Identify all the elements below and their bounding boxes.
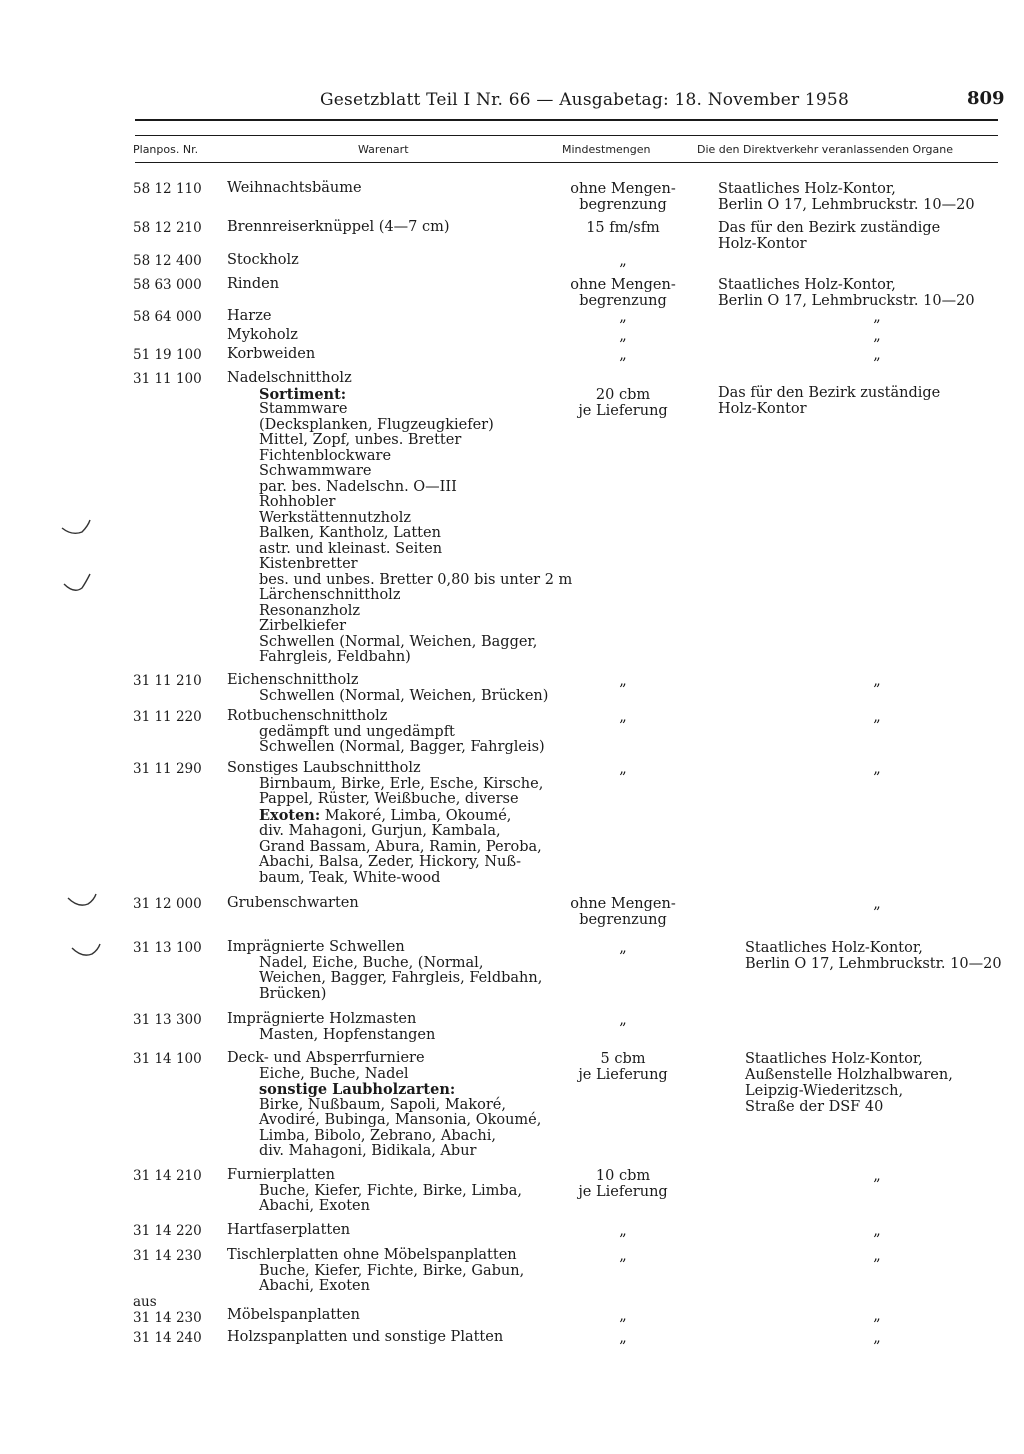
- mindestmenge-cell: „: [619, 1330, 627, 1346]
- warenart-subline: baum, Teak, White-wood: [259, 869, 441, 886]
- mindestmenge-cell: ohne Mengen- begrenzung: [570, 896, 676, 928]
- organ-cell: Das für den Bezirk zuständige Holz-Kontor: [718, 385, 941, 417]
- warenart-subline: Pappel, Rüster, Weißbuche, diverse: [259, 791, 519, 807]
- warenart-subline: Nadel, Eiche, Buche, (Normal,: [259, 954, 484, 971]
- warenart-label: Korbweiden: [227, 346, 316, 362]
- warenart-subline: Exoten: Makoré, Limba, Okoumé,: [259, 806, 512, 824]
- warenart-subline: Buche, Kiefer, Fichte, Birke, Gabun,: [259, 1262, 525, 1279]
- warenart-cell: [227, 1223, 567, 1239]
- warenart-cell: [227, 940, 567, 1002]
- warenart-subline: astr. und kleinast. Seiten: [259, 540, 443, 557]
- warenart-label: Rotbuchenschnittholz: [227, 708, 388, 724]
- mindestmenge-cell: „: [619, 1012, 627, 1028]
- warenart-cell: [227, 309, 567, 325]
- organ-cell: Staatliches Holz-Kontor, Berlin O 17, Lehmbruckstr. 10—20: [718, 277, 975, 309]
- organ-cell: „: [873, 673, 881, 689]
- warenart-label: Rinden: [227, 276, 280, 292]
- warenart-cell: [227, 673, 567, 704]
- planpos-number: 58 12 400: [133, 253, 202, 269]
- column-header-mindestmengen: Mindestmengen: [562, 143, 651, 156]
- warenart-subline: Abachi, Balsa, Zeder, Hickory, Nuß-: [259, 854, 521, 870]
- warenart-cell: [227, 1248, 567, 1295]
- warenart-subline: Zirbelkiefer: [259, 618, 347, 634]
- warenart-label: Mykoholz: [227, 327, 298, 343]
- warenart-label: Holzspanplatten und sonstige Platten: [227, 1329, 504, 1345]
- warenart-subline: Avodiré, Bubinga, Mansonia, Okoumé,: [259, 1112, 542, 1128]
- planpos-number: 31 14 100: [133, 1051, 202, 1067]
- warenart-cell: [227, 277, 567, 293]
- warenart-subline: Resonanzholz: [259, 602, 360, 619]
- organ-cell: „: [873, 896, 881, 912]
- table-top-rule: [135, 135, 998, 136]
- organ-cell: „: [873, 309, 881, 325]
- mindestmenge-cell: „: [619, 1248, 627, 1264]
- mindestmenge-cell: ohne Mengen- begrenzung: [570, 181, 676, 213]
- page-number: 809: [967, 88, 1005, 109]
- warenart-subline: Abachi, Exoten: [259, 1278, 370, 1294]
- warenart-subline: Abachi, Exoten: [259, 1198, 370, 1214]
- warenart-label: Stockholz: [227, 252, 299, 268]
- planpos-number: 31 14 220: [133, 1223, 202, 1239]
- pencil-check-mark: [70, 940, 106, 964]
- warenart-cell: [227, 761, 567, 886]
- warenart-cell: [227, 220, 567, 236]
- planpos-number: 31 13 300: [133, 1012, 202, 1028]
- planpos-number: 31 14 230: [133, 1248, 202, 1264]
- warenart-label: Deck- und Absperrfurniere: [227, 1050, 425, 1066]
- warenart-subline: (Decksplanken, Flugzeugkiefer): [259, 416, 494, 433]
- planpos-number: 51 19 100: [133, 347, 202, 363]
- column-header-organe: Die den Direktverkehr veranlassenden Organe: [697, 143, 953, 156]
- warenart-cell: [227, 1051, 567, 1160]
- warenart-subline: Sortiment:: [259, 385, 347, 403]
- organ-cell: „: [873, 347, 881, 363]
- warenart-subline: Werkstättennutzholz: [259, 509, 411, 526]
- warenart-subline: Schwammware: [259, 463, 372, 479]
- warenart-subline: Masten, Hopfenstangen: [259, 1026, 436, 1043]
- warenart-label: Möbelspanplatten: [227, 1307, 360, 1323]
- warenart-subline: Fichtenblockware: [259, 447, 392, 464]
- mindestmenge-cell: 15 fm/sfm: [586, 220, 660, 236]
- pencil-check-mark: [60, 518, 96, 542]
- warenart-subline: Lärchenschnittholz: [259, 587, 401, 603]
- page-header-title: Gesetzblatt Teil I Nr. 66 — Ausgabetag: 18. November 1958: [320, 90, 849, 110]
- warenart-subline: Limba, Bibolo, Zebrano, Abachi,: [259, 1127, 496, 1144]
- column-header-planpos: Planpos. Nr.: [133, 143, 199, 156]
- organ-cell: Staatliches Holz-Kontor, Berlin O 17, Lehmbruckstr. 10—20: [745, 940, 1002, 972]
- organ-cell: „: [873, 761, 881, 777]
- warenart-subline: div. Mahagoni, Gurjun, Kambala,: [259, 823, 501, 839]
- warenart-cell: [227, 253, 567, 269]
- warenart-label: Eichenschnittholz: [227, 672, 359, 688]
- warenart-cell: [227, 347, 567, 363]
- planpos-number: 31 11 290: [133, 761, 202, 777]
- warenart-label: Grubenschwarten: [227, 895, 359, 911]
- mindestmenge-cell: „: [619, 761, 627, 777]
- warenart-subline: Schwellen (Normal, Weichen, Bagger,: [259, 633, 538, 650]
- warenart-label: Imprägnierte Holzmasten: [227, 1011, 417, 1027]
- organ-cell: „: [873, 1330, 881, 1346]
- planpos-number: 31 11 210: [133, 673, 202, 689]
- warenart-subline: Weichen, Bagger, Fahrgleis, Feldbahn,: [259, 970, 543, 986]
- warenart-subline: Kistenbretter: [259, 556, 358, 572]
- warenart-cell: [227, 181, 567, 197]
- organ-cell: „: [873, 1248, 881, 1264]
- warenart-label: Weihnachtsbäume: [227, 180, 362, 196]
- planpos-number: 31 12 000: [133, 896, 202, 912]
- warenart-label: Imprägnierte Schwellen: [227, 939, 405, 955]
- planpos-number: 31 11 100: [133, 371, 202, 387]
- mindestmenge-cell: ohne Mengen- begrenzung: [570, 277, 676, 309]
- warenart-subline: bes. und unbes. Bretter 0,80 bis unter 2 m: [259, 571, 573, 588]
- mindestmenge-cell: 5 cbm je Lieferung: [578, 1051, 668, 1083]
- organ-cell: „: [873, 709, 881, 725]
- warenart-label: Nadelschnittholz: [227, 370, 352, 386]
- planpos-number: 31 11 220: [133, 709, 202, 725]
- warenart-cell: [227, 1168, 567, 1215]
- organ-cell: Staatliches Holz-Kontor, Außenstelle Holzhalbwaren, Leipzig-Wiederitzsch, Straße der DSF 40: [745, 1051, 953, 1115]
- mindestmenge-cell: 20 cbm je Lieferung: [578, 387, 668, 419]
- mindestmenge-cell: „: [619, 709, 627, 725]
- organ-cell: „: [873, 1223, 881, 1239]
- warenart-subline: Mittel, Zopf, unbes. Bretter: [259, 432, 462, 448]
- header-rule: [135, 119, 998, 121]
- warenart-subline: par. bes. Nadelschn. O—III: [259, 478, 457, 495]
- organ-cell: Staatliches Holz-Kontor, Berlin O 17, Lehmbruckstr. 10—20: [718, 181, 975, 213]
- warenart-subline: Rohhobler: [259, 494, 336, 510]
- planpos-number: aus 31 14 230: [133, 1294, 202, 1326]
- warenart-subline: sonstige Laubholzarten:: [259, 1081, 456, 1098]
- mindestmenge-cell: „: [619, 673, 627, 689]
- warenart-subline: Fahrgleis, Feldbahn): [259, 649, 411, 665]
- warenart-cell: [227, 709, 567, 756]
- mindestmenge-cell: „: [619, 328, 627, 344]
- warenart-subline: Schwellen (Normal, Weichen, Brücken): [259, 687, 549, 704]
- column-header-rule: [135, 162, 998, 163]
- planpos-number: 31 14 240: [133, 1330, 202, 1346]
- organ-cell: „: [873, 1308, 881, 1324]
- warenart-cell: [227, 896, 567, 912]
- warenart-subline: Balken, Kantholz, Latten: [259, 525, 441, 541]
- warenart-cell: [227, 328, 567, 344]
- warenart-subline: Grand Bassam, Abura, Ramin, Peroba,: [259, 838, 542, 855]
- planpos-number: 58 64 000: [133, 309, 202, 325]
- warenart-subline: Schwellen (Normal, Bagger, Fahrgleis): [259, 739, 545, 755]
- warenart-subline: Brücken): [259, 985, 327, 1002]
- planpos-number: 58 12 210: [133, 220, 202, 236]
- warenart-cell: [227, 370, 573, 666]
- organ-cell: „: [873, 1168, 881, 1184]
- mindestmenge-cell: „: [619, 347, 627, 363]
- planpos-number: 58 63 000: [133, 277, 202, 293]
- warenart-label: Hartfaserplatten: [227, 1222, 351, 1238]
- warenart-subline: Eiche, Buche, Nadel: [259, 1065, 409, 1082]
- planpos-number: 58 12 110: [133, 181, 202, 197]
- warenart-label: Brennreiserknüppel (4—7 cm): [227, 219, 450, 235]
- mindestmenge-cell: „: [619, 1308, 627, 1324]
- pencil-check-mark: [60, 572, 96, 596]
- warenart-label: Tischlerplatten ohne Möbelspanplatten: [227, 1247, 517, 1263]
- column-header-warenart: Warenart: [358, 143, 409, 156]
- warenart-subline: div. Mahagoni, Bidikala, Abur: [259, 1143, 477, 1159]
- planpos-number: 31 14 210: [133, 1168, 202, 1184]
- mindestmenge-cell: „: [619, 253, 627, 269]
- warenart-cell: [227, 1330, 567, 1346]
- mindestmenge-cell: 10 cbm je Lieferung: [578, 1168, 668, 1200]
- organ-cell: „: [873, 328, 881, 344]
- warenart-label: Furnierplatten: [227, 1167, 335, 1183]
- organ-cell: Das für den Bezirk zuständige Holz-Kontor: [718, 220, 941, 252]
- warenart-cell: [227, 1308, 567, 1324]
- planpos-number: 31 13 100: [133, 940, 202, 956]
- warenart-label: Sonstiges Laubschnittholz: [227, 760, 421, 776]
- warenart-cell: [227, 1012, 567, 1043]
- warenart-subline: Buche, Kiefer, Fichte, Birke, Limba,: [259, 1182, 522, 1199]
- mindestmenge-cell: „: [619, 309, 627, 325]
- mindestmenge-cell: „: [619, 940, 627, 956]
- warenart-subline: Stammware: [259, 401, 348, 417]
- warenart-subline: Birke, Nußbaum, Sapoli, Makoré,: [259, 1096, 506, 1113]
- warenart-subline: Birnbaum, Birke, Erle, Esche, Kirsche,: [259, 775, 544, 792]
- warenart-label: Harze: [227, 308, 272, 324]
- pencil-check-mark: [66, 890, 102, 914]
- mindestmenge-cell: „: [619, 1223, 627, 1239]
- warenart-subline: gedämpft und ungedämpft: [259, 723, 455, 740]
